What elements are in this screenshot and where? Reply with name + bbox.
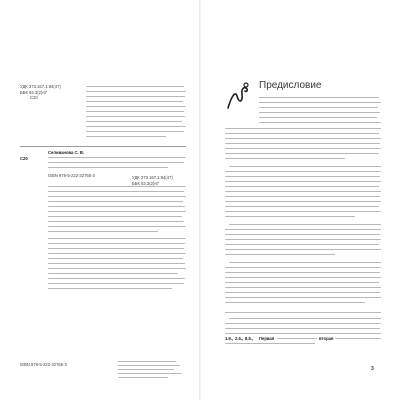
author-code: С20	[20, 156, 28, 161]
author-heading: Селиванова С. В.	[48, 150, 85, 155]
fragment-2: 2.5.,	[235, 336, 244, 341]
udk-code-repeat: УДК 373.167.1:94(47)	[132, 175, 173, 180]
classification-block	[20, 84, 61, 101]
separator-line	[20, 146, 186, 147]
isbn-footer: ISBN 978-5-222-32765-3	[20, 362, 67, 367]
right-page	[201, 0, 400, 400]
fragment-5: вторая	[319, 336, 334, 341]
left-page	[0, 0, 199, 400]
isbn-main: ISBN 978-5-222-32765-3	[48, 173, 95, 178]
fragment-3: 8.5.,	[245, 336, 254, 341]
classification-repeat	[132, 175, 173, 186]
bbk-code-repeat: ББК 63.3(2)я7	[132, 180, 159, 186]
page-title: Предисловие	[259, 80, 322, 91]
bbk-code: ББК 63.3(2)я7	[20, 89, 47, 95]
page-number: 3	[371, 366, 374, 372]
footnote-separator	[225, 312, 381, 313]
udk-code: УДК 373.167.1:94(47)	[20, 84, 61, 89]
fragment-4: Первая	[259, 336, 275, 341]
swirl-ornament-icon	[225, 80, 251, 110]
library-code: С20	[30, 95, 38, 100]
fragment-1: 1.9.,	[225, 336, 234, 341]
